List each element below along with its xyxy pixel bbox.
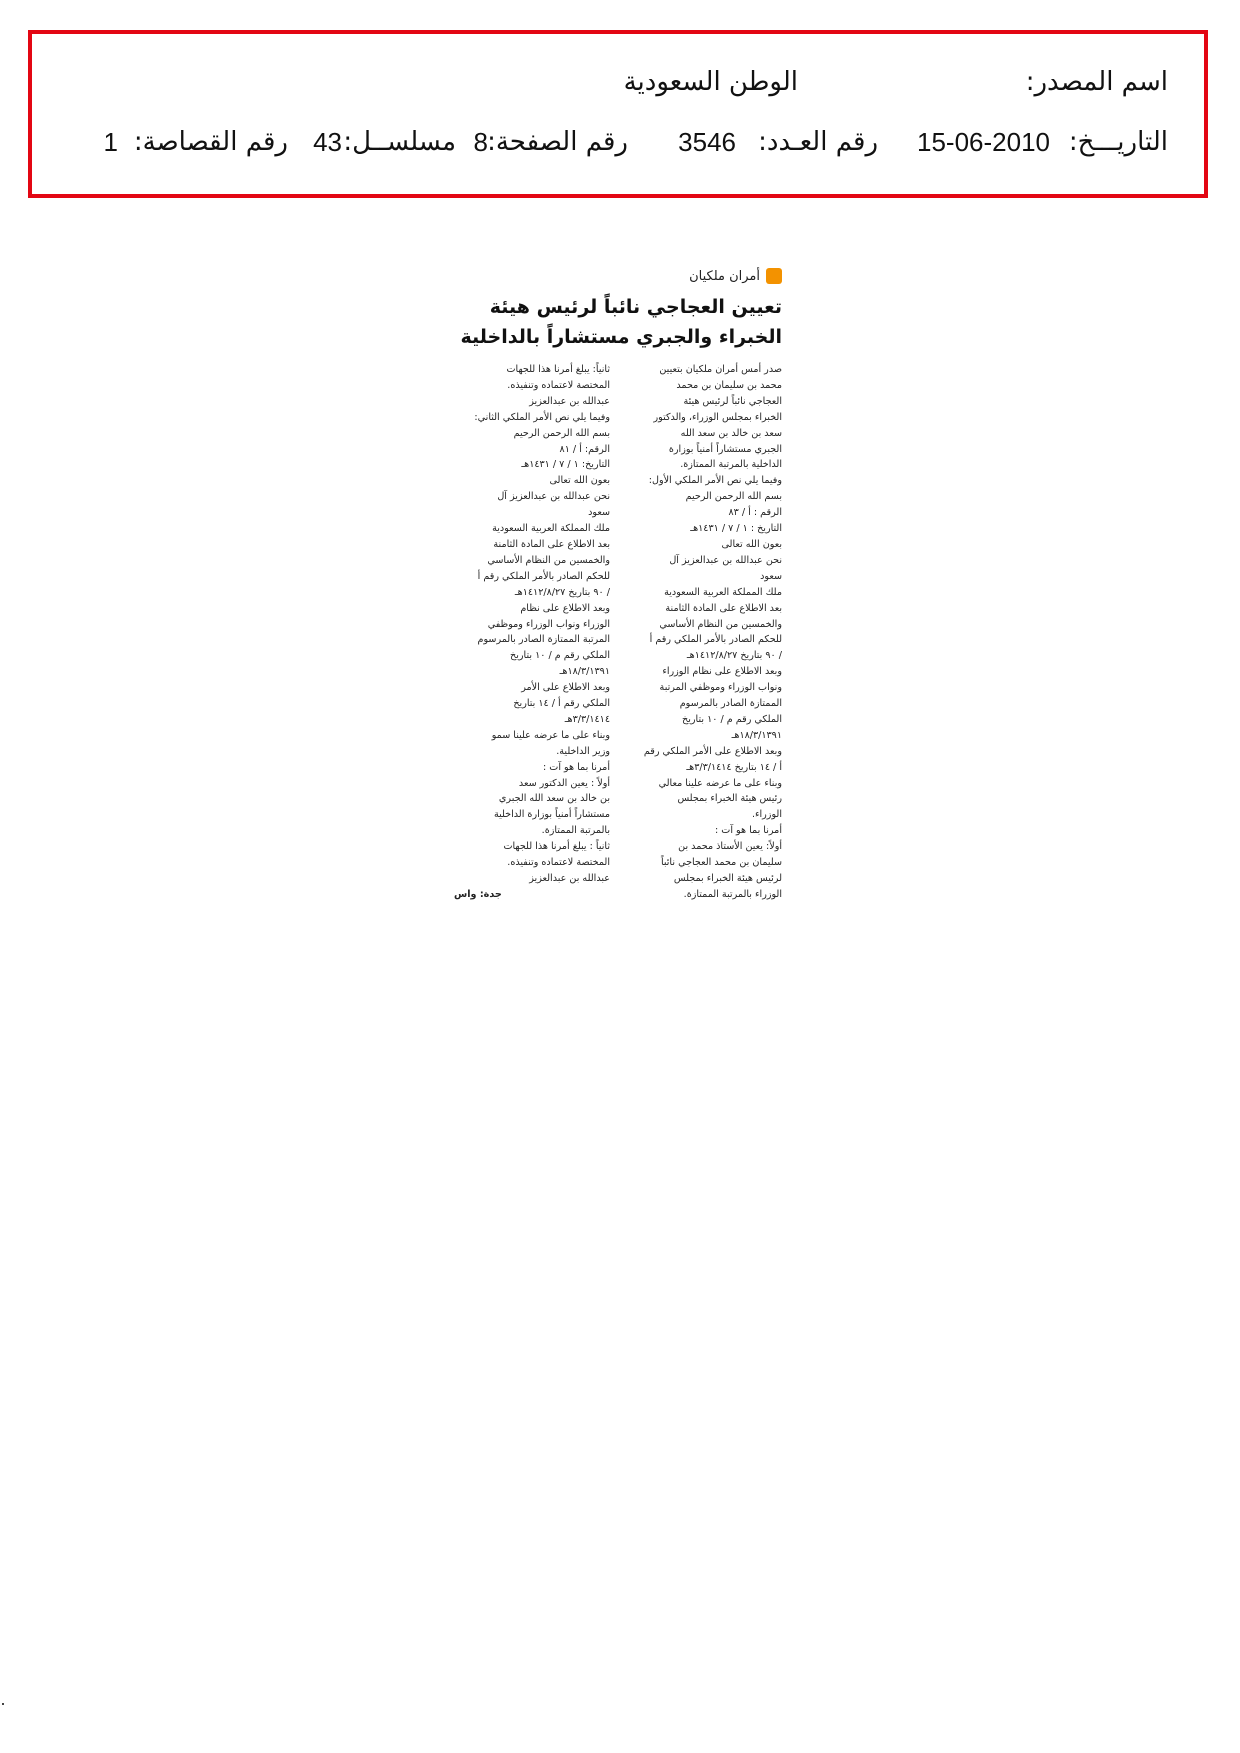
article-line: ونواب الوزراء وموظفي المرتبة [659,682,782,694]
article-line: والخمسين من النظام الأساسي [659,618,782,630]
article-line: بن خالد بن سعد الله الجبري [498,793,610,805]
article-line: عبدالله بن عبدالعزيز [529,395,610,407]
source-value: الوطن السعودية [623,67,798,97]
article-line: بعون الله تعالى [721,538,782,550]
article-line: العجاجي نائباً لرئيس هيئة [683,395,782,407]
article-line: الجبري مستشاراً أمنياً بوزارة [668,443,782,455]
metadata-row-source [68,62,1168,102]
article-line: وزير الداخلية. [556,745,610,757]
stray-mark [2,1703,4,1705]
article-line: سعود [760,570,782,582]
article-line: لرئيس هيئة الخبراء بمجلس [673,873,782,884]
article-line: / ٩٠ بتاريخ ١٤١٢/٨/٢٧هـ [514,586,610,598]
issue-label: رقم العـدد: [758,127,878,157]
article-line: نحن عبدالله بن عبدالعزيز آل [669,554,782,566]
article-line: / ٩٠ بتاريخ ١٤١٢/٨/٢٧هـ [686,650,782,662]
article-line: بسم الله الرحمن الرحيم [513,427,610,439]
page-label: رقم الصفحة: [487,127,628,157]
article-line: الملكي رقم أ / ١٤ بتاريخ [513,698,610,710]
article-line: وبعد الاطلاع على الأمر الملكي رقم [643,745,782,757]
article-column-right [626,362,782,903]
clip-label: رقم القصاصة: [133,127,288,157]
article-line: أمرنا بما هو آت : [543,761,610,773]
article-line: بعون الله تعالى [549,475,610,487]
article-line: والخمسين من النظام الأساسي [487,554,610,566]
article-line: وبعد الاطلاع على نظام [520,602,610,614]
section-label: أمران ملكيان [689,268,760,284]
source-label: اسم المصدر: [1025,67,1168,97]
byline: جدة: واس [454,888,502,900]
article-line: الوزراء. [751,809,782,821]
article-line: المختصة لاعتماده وتنفيذه. [507,857,610,869]
headline [448,292,782,352]
article-line: سعود [588,507,610,519]
date-value: 15-06-2010 [917,127,1050,157]
article-line: الملكي رقم م / ١٠ بتاريخ [510,650,610,662]
article-line: بسم الله الرحمن الرحيم [685,491,782,503]
article-line: الخبراء بمجلس الوزراء، والدكتور [653,411,782,423]
article-line: ١٨/٣/١٣٩١هـ [731,729,782,741]
article-line: أولاً : يعين الدكتور سعد [518,777,610,789]
article-line: بعد الاطلاع على المادة الثامنة [493,538,610,550]
metadata-row-details [68,122,1168,162]
article-line: الداخلية بالمرتبة الممتازة. [680,459,782,471]
section-square-icon [766,268,782,284]
article-line: للحكم الصادر بالأمر الملكي رقم أ [649,634,782,646]
article-line: الرقم : أ / ٨٣ [728,507,782,519]
article-line: ٣/٣/١٤١٤هـ [564,713,610,725]
article-column-left [454,362,610,903]
article-line: ملك المملكة العربية السعودية [492,523,610,535]
newspaper-clipping [448,262,782,934]
clip-value: 1 [103,127,118,157]
article-line: وبعد الاطلاع على الأمر [521,682,610,694]
article-line: رئيس هيئة الخبراء بمجلس [677,793,782,805]
date-label: التاريـــخ: [1068,127,1168,157]
article-line: الممتازة الصادر بالمرسوم [679,698,782,710]
article-line: صدر أمس أمران ملكيان بتعيين [659,364,782,375]
article-line: مستشاراً أمنياً بوزارة الداخلية [493,809,610,821]
page-value: 8 [473,127,488,157]
article-line: وفيما يلي نص الأمر الملكي الثاني: [474,411,610,423]
article-line: الوزراء ونواب الوزراء وموظفي [487,618,610,630]
article-line: وفيما يلي نص الأمر الملكي الأول: [648,475,782,487]
article-line: نحن عبدالله بن عبدالعزيز آل [497,491,610,503]
article-line: المختصة لاعتماده وتنفيذه. [507,379,610,391]
section-tag [689,266,782,286]
article-line: عبدالله بن عبدالعزيز [529,873,610,884]
article-line: أمرنا بما هو آت : [715,825,782,837]
article-line: التاريخ : ١ / ٧ / ١٤٣١هـ [690,523,782,535]
article-line: الوزراء بالمرتبة الممتازة. [683,888,782,900]
article-line: ملك المملكة العربية السعودية [664,586,782,598]
article-line: المرتبة الممتازة الصادر بالمرسوم [477,634,610,646]
article-line: الرقم: أ / ٨١ [559,443,610,455]
serial-value: 43 [313,127,342,157]
article-line: أولاً: يعين الأستاذ محمد بن [678,841,782,853]
issue-value: 3546 [678,127,736,157]
article-line: ١٨/٣/١٣٩١هـ [559,666,610,678]
headline-line: تعيين العجاجي نائباً لرئيس هيئة [489,296,782,318]
article-line: وبعد الاطلاع على نظام الوزراء [662,666,782,678]
article-line: سليمان بن محمد العجاجي نائباً [660,857,782,869]
metadata-box [28,30,1208,198]
article-line: بعد الاطلاع على المادة الثامنة [665,602,782,614]
article-line: ثانياً: يبلغ أمرنا هذا للجهات [506,364,610,375]
article-line: بالمرتبة الممتازة. [541,825,610,837]
article-line: التاريخ: ١ / ٧ / ١٤٣١هـ [521,459,610,471]
article-line: وبناء على ما عرضه علينا سمو [491,729,610,741]
headline-line: الخبراء والجبري مستشاراً بالداخلية [460,326,782,348]
article-line: ثانياً : يبلغ أمرنا هذا للجهات [503,841,610,853]
article-line: وبناء على ما عرضه علينا معالي [658,777,782,789]
serial-label: مسلســل: [343,127,456,157]
article-line: سعد بن خالد بن سعد الله [680,427,782,439]
article-line: أ / ١٤ بتاريخ ٣/٣/١٤١٤هـ [686,761,782,773]
article-line: للحكم الصادر بالأمر الملكي رقم أ [477,570,610,582]
article-line: محمد بن سليمان بن محمد [676,379,782,391]
article-line: الملكي رقم م / ١٠ بتاريخ [682,713,782,725]
